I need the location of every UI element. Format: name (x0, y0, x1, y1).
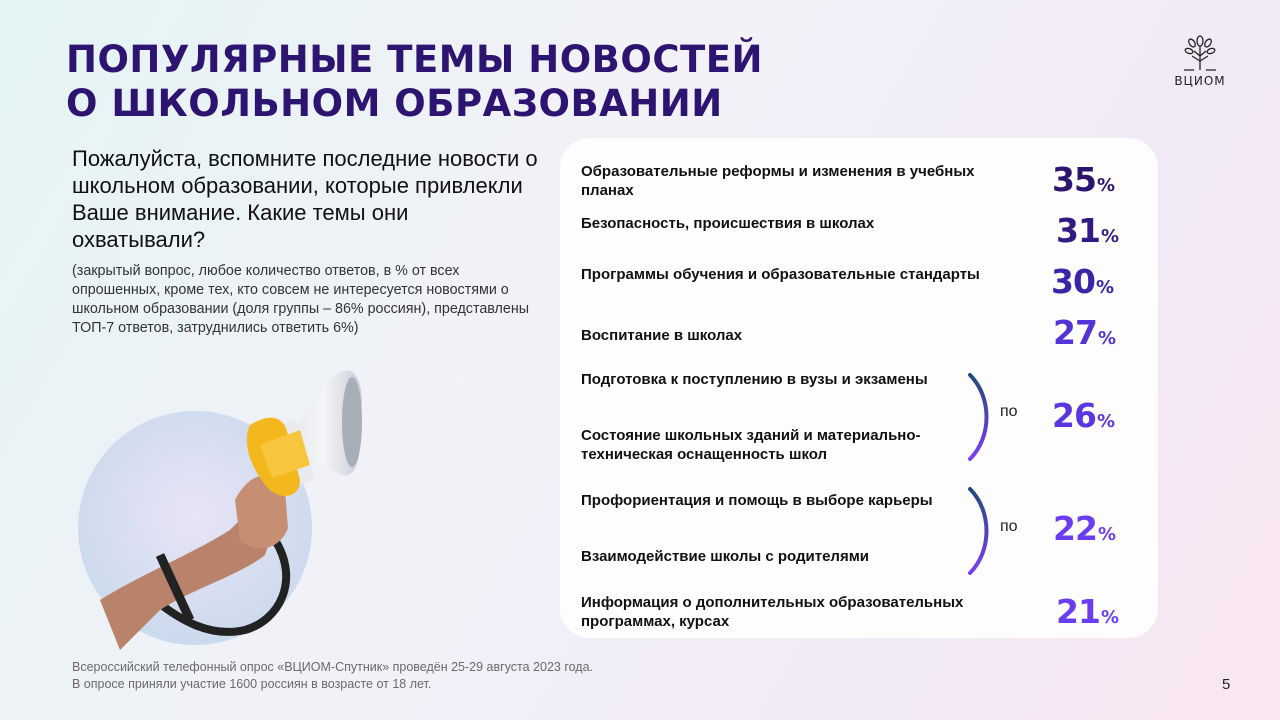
group-prefix-2: по (1000, 518, 1018, 535)
survey-question: Пожалуйста, вспомните последние новости о школьном образовании, которые привлекли Ваше внимание. Какие темы они охватывали? (72, 146, 538, 252)
title-line-2: О ШКОЛЬНОМ ОБРАЗОВАНИИ (66, 82, 723, 125)
group-value-2: 22% (1053, 509, 1116, 548)
item-label-upbringing: Воспитание в школах (581, 327, 743, 344)
item-value-additional: 21% (1056, 592, 1119, 631)
item-label-programs: Программы обучения и образовательные стандарты (581, 266, 980, 283)
item-value-upbringing: 27% (1053, 313, 1116, 352)
item-label-buildings: Состояние школьных зданий и материально-техническая оснащенность школ (581, 427, 921, 463)
item-value-reforms: 35% (1052, 160, 1115, 199)
item-value-programs: 30% (1051, 262, 1114, 301)
tree-icon (1178, 34, 1222, 74)
item-label-additional: Информация о дополнительных образовательных программах, курсах (581, 594, 964, 630)
item-label-reforms: Образовательные реформы и изменения в учебных планах (581, 163, 975, 199)
group-bracket-1 (962, 372, 992, 462)
megaphone-illustration (60, 350, 440, 650)
footnote (72, 659, 593, 693)
logo-text: ВЦИОМ (1174, 74, 1226, 88)
item-label-safety: Безопасность, происшествия в школах (581, 215, 875, 232)
group-value-1: 26% (1052, 396, 1115, 435)
page-number: 5 (1222, 676, 1231, 693)
footnote-line-2: В опросе приняли участие 1600 россиян в возрасте от 18 лет. (72, 677, 432, 691)
title-line-1: ПОПУЛЯРНЫЕ ТЕМЫ НОВОСТЕЙ (66, 38, 763, 81)
page-title (66, 38, 763, 126)
group-bracket-2 (962, 486, 992, 576)
footnote-line-1: Всероссийский телефонный опрос «ВЦИОМ-Спутник» проведён 25-29 августа 2023 года. (72, 660, 594, 674)
item-label-career: Профориентация и помощь в выборе карьеры (581, 492, 933, 509)
group-prefix-1: по (1000, 403, 1018, 420)
survey-note: (закрытый вопрос, любое количество ответов, в % от всех опрошенных, кроме тех, кто совсем не интересуется новостями о школьном образовании (доля группы – 86% россиян), представлены ТОП-7 ответов, затруднились ответить 6%) (72, 263, 530, 336)
vciom-logo (1160, 34, 1240, 94)
item-label-parents: Взаимодействие школы с родителями (581, 548, 870, 565)
item-value-safety: 31% (1056, 211, 1119, 250)
megaphone-hand-icon (60, 350, 440, 650)
item-label-admission: Подготовка к поступлению в вузы и экзамены (581, 371, 928, 388)
